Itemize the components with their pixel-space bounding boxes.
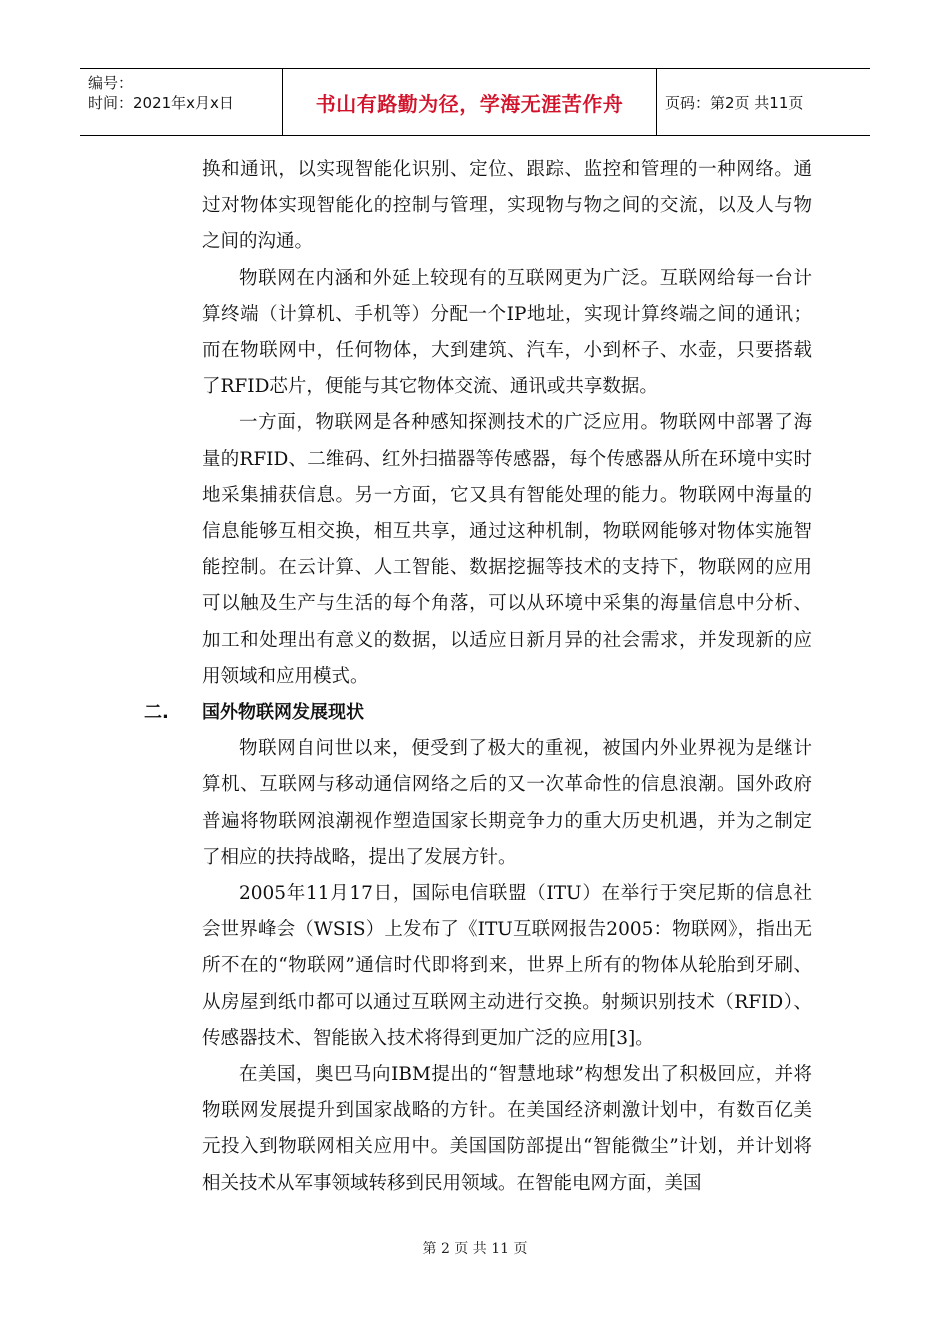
section-title: 国外物联网发展现状: [202, 702, 364, 724]
paragraph: 2005年11月17日，国际电信联盟（ITU）在举行于突尼斯的信息社会世界峰会（WSIS）上发布了《ITU互联网报告2005：物联网》，指出无所不在的“物联网”通信时代即将到来，世界上所有的物体从轮胎到牙刷、从房屋到纸巾都可以通过互联网主动进行交换。射频识别技术（RFID）、传感器技术、智能嵌入技术将得到更加广泛的应用[3]。: [202, 883, 812, 1049]
paragraph: 在美国，奥巴马向IBM提出的“智慧地球”构想发出了积极回应，并将物联网发展提升到国家战略的方针。在美国经济刺激计划中，有数百亿美元投入到物联网相关应用中。美国国防部提出“智能微尘”计划，并计划将相关技术从军事领域转移到民用领域。在智能电网方面，美国: [202, 1064, 812, 1194]
header-motto: 书山有路勤为径，学海无涯苦作舟: [282, 69, 657, 135]
date-line: 时间：2021年x月x日: [88, 94, 234, 112]
doc-number-label: 编号：: [88, 74, 134, 92]
paragraph: 一方面，物联网是各种感知探测技术的广泛应用。物联网中部署了海量的RFID、二维码、红外扫描器等传感器，每个传感器从所在环境中实时地采集捕获信息。另一方面，它又具有智能处理的能力。物联网中海量的信息能够互相交换，相互共享，通过这种机制，物联网能够对物体实施智能控制。在云计算、人工智能、数据挖掘等技术的支持下，物联网的应用可以触及生产与生活的每个角落，可以从环境中采集的海量信息中分析、加工和处理出有意义的数据，以适应日新月异的社会需求，并发现新的应用领域和应用模式。: [202, 412, 812, 687]
section-number: 二.: [144, 702, 169, 724]
section-heading: [144, 695, 812, 731]
page-footer: 第 2 页 共 11 页: [422, 1241, 528, 1257]
header-page-info: 页码：第2页 共11页: [665, 93, 804, 112]
paragraph: 物联网自问世以来，便受到了极大的重视，被国内外业界视为是继计算机、互联网与移动通信网络之后的又一次革命性的信息浪潮。国外政府普遍将物联网浪潮视作塑造国家长期竞争力的重大历史机遇，并为之制定了相应的扶持战略，提出了发展方针。: [202, 738, 812, 868]
document-body: [144, 152, 812, 1202]
header-meta: [80, 69, 282, 135]
paragraph: 物联网在内涵和外延上较现有的互联网更为广泛。互联网给每一台计算终端（计算机、手机等）分配一个IP地址，实现计算终端之间的通讯；而在物联网中，任何物体，大到建筑、汽车，小到杯子、水壶，只要搭载了RFID芯片，便能与其它物体交流、通讯或共享数据。: [202, 267, 812, 398]
paragraph: 换和通讯，以实现智能化识别、定位、跟踪、监控和管理的一种网络。通过对物体实现智能化的控制与管理，实现物与物之间的交流，以及人与物之间的沟通。: [202, 159, 812, 253]
page-header: [80, 68, 870, 136]
